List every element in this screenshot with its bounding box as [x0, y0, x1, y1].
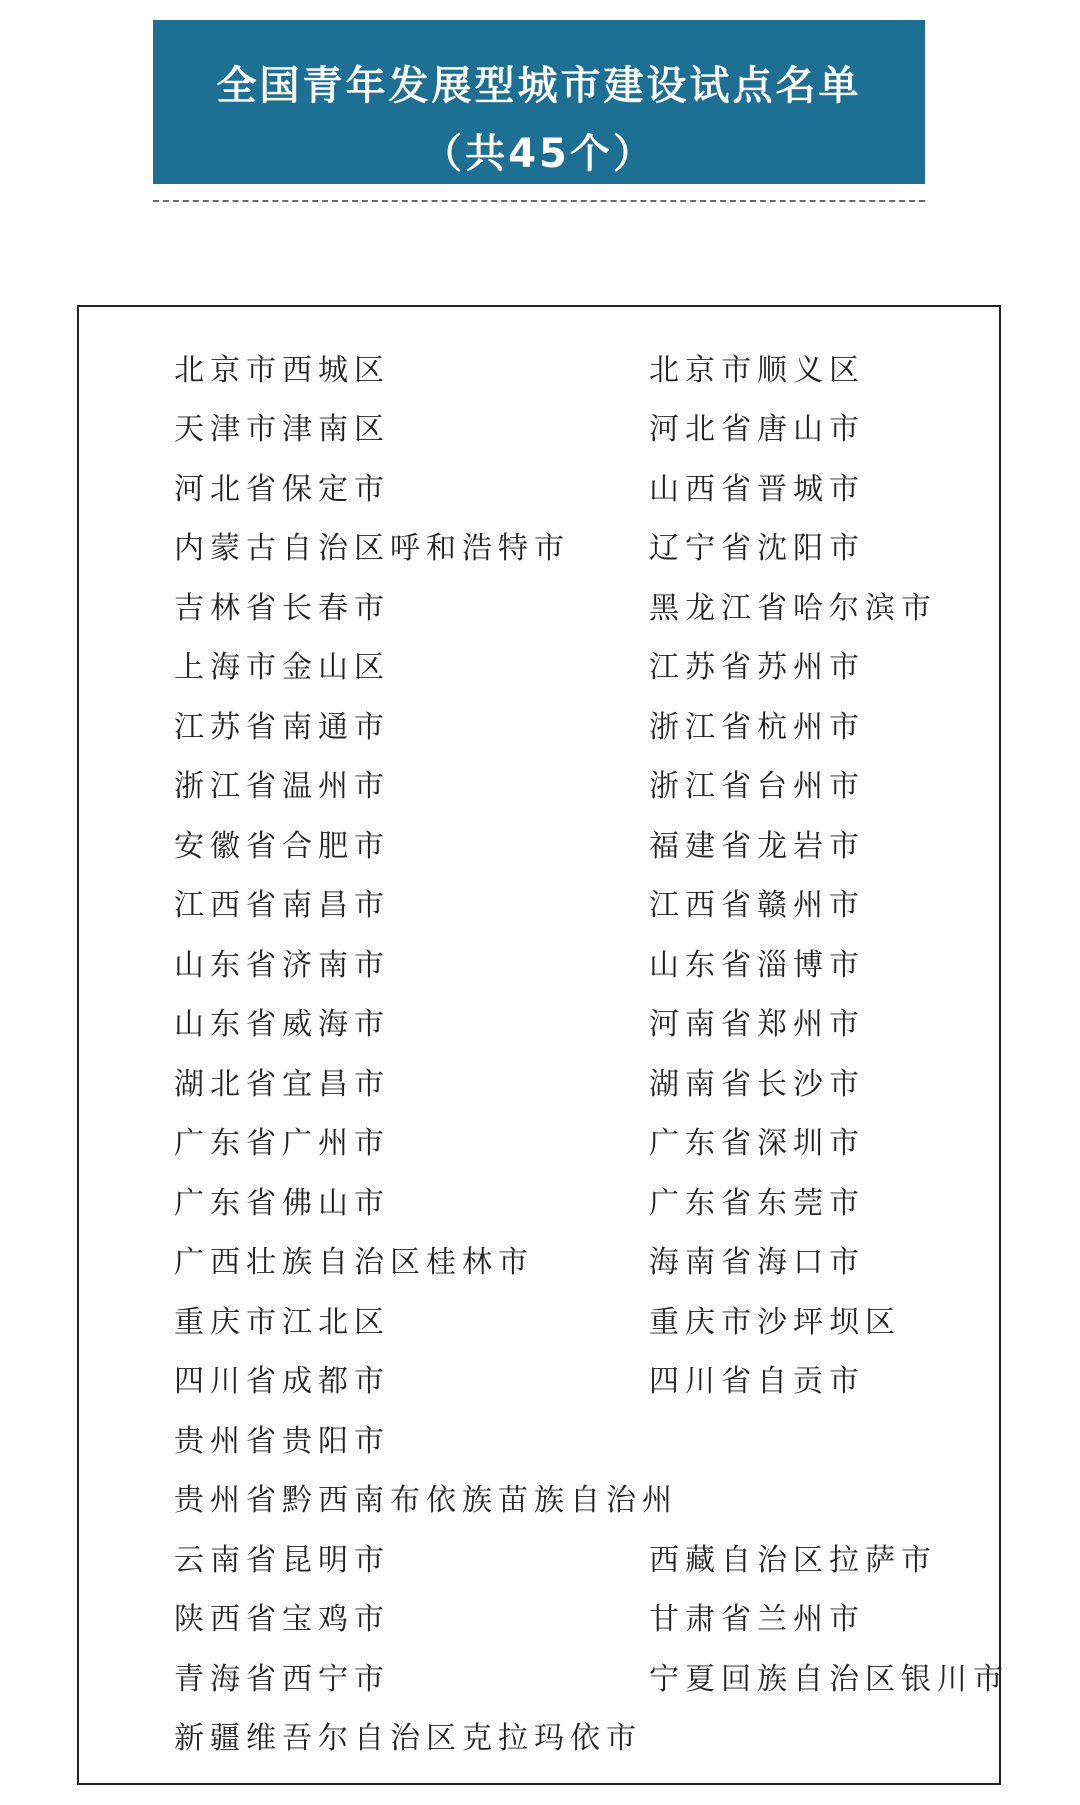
- city-list-item: 浙江省温州市: [174, 769, 390, 805]
- city-list-item: 山东省淄博市: [649, 947, 865, 983]
- city-list-item: 广西壮族自治区桂林市: [174, 1245, 534, 1281]
- city-list-item: 贵州省贵阳市: [174, 1423, 390, 1459]
- city-list-item: 江西省南昌市: [174, 888, 390, 924]
- city-list-item: 陕西省宝鸡市: [174, 1602, 390, 1638]
- city-list-item: 山西省晋城市: [649, 471, 865, 507]
- city-list-item: 西藏自治区拉萨市: [649, 1542, 937, 1578]
- city-list-item: 贵州省黔西南布依族苗族自治州: [174, 1483, 678, 1519]
- city-list-item: 吉林省长春市: [174, 590, 390, 626]
- city-list-item: 广东省佛山市: [174, 1185, 390, 1221]
- city-list-box: [77, 305, 1009, 1785]
- city-list-item: 重庆市江北区: [174, 1304, 390, 1340]
- city-list-item: 江苏省南通市: [174, 709, 390, 745]
- city-list-item: 湖北省宜昌市: [174, 1066, 390, 1102]
- city-list-item: 甘肃省兰州市: [649, 1602, 865, 1638]
- title-banner: [153, 20, 925, 184]
- city-list-item: 广东省深圳市: [649, 1126, 865, 1162]
- city-list-item: 上海市金山区: [174, 650, 390, 686]
- city-list-item: 云南省昆明市: [174, 1542, 390, 1578]
- city-list-item: 山东省威海市: [174, 1007, 390, 1043]
- city-list-item: 安徽省合肥市: [174, 828, 390, 864]
- city-list-item: 河北省保定市: [174, 471, 390, 507]
- city-list-item: 新疆维吾尔自治区克拉玛依市: [174, 1721, 642, 1757]
- city-list-item: 广东省东莞市: [649, 1185, 865, 1221]
- city-list-item: 浙江省台州市: [649, 769, 865, 805]
- city-list-item: 河南省郑州市: [649, 1007, 865, 1043]
- city-list-item: 福建省龙岩市: [649, 828, 865, 864]
- city-list-item: 辽宁省沈阳市: [649, 531, 865, 567]
- page-title: 全国青年发展型城市建设试点名单: [216, 63, 862, 109]
- city-list-item: 北京市西城区: [174, 352, 390, 388]
- city-list-item: 江苏省苏州市: [649, 650, 865, 686]
- city-list-item: 重庆市沙坪坝区: [649, 1304, 901, 1340]
- page-subtitle: （共45个）: [422, 131, 656, 177]
- city-list-item: 宁夏回族自治区银川市: [649, 1661, 1009, 1697]
- city-list-item: 浙江省杭州市: [649, 709, 865, 745]
- city-list: [174, 337, 1009, 1765]
- city-list-item: 内蒙古自治区呼和浩特市: [174, 531, 570, 567]
- city-list-item: 湖南省长沙市: [649, 1066, 865, 1102]
- city-list-item: 广东省广州市: [174, 1126, 390, 1162]
- city-list-item: 江西省赣州市: [649, 888, 865, 924]
- city-list-item: 四川省成都市: [174, 1364, 390, 1400]
- city-list-item: 北京市顺义区: [649, 352, 865, 388]
- city-list-item: 山东省济南市: [174, 947, 390, 983]
- city-list-item: 青海省西宁市: [174, 1661, 390, 1697]
- city-list-item: 黑龙江省哈尔滨市: [649, 590, 937, 626]
- city-list-item: 天津市津南区: [174, 412, 390, 448]
- city-list-item: 河北省唐山市: [649, 412, 865, 448]
- city-list-item: 四川省自贡市: [649, 1364, 865, 1400]
- dashed-divider: [153, 200, 925, 202]
- city-list-item: 海南省海口市: [649, 1245, 865, 1281]
